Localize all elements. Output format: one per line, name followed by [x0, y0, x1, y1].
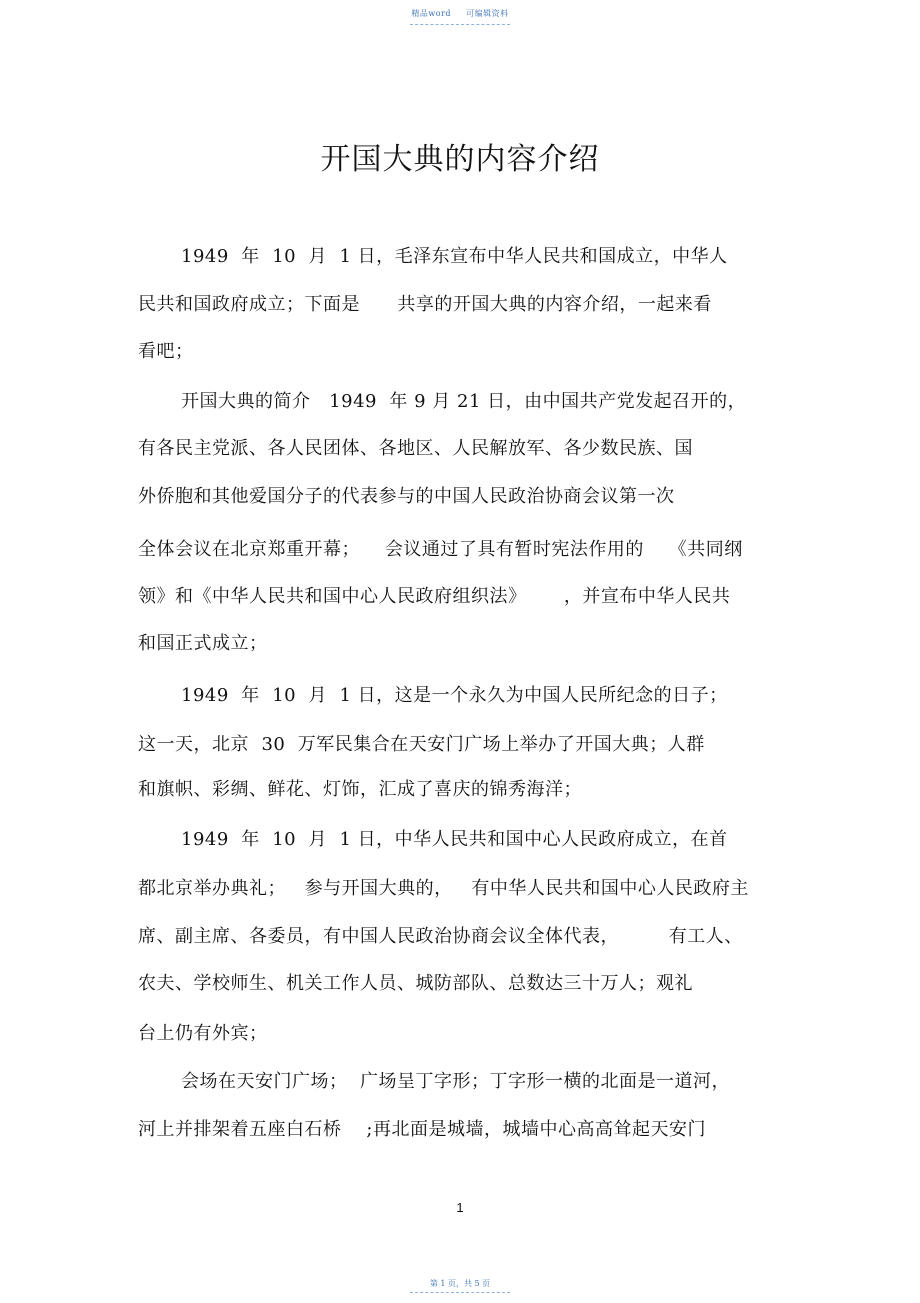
header-divider: [410, 24, 510, 25]
header-left-text: 精品word: [411, 9, 452, 18]
body-line: 外侨胞和其他爱国分子的代表参与的中国人民政治协商会议第一次: [138, 486, 675, 507]
body-line: 和国正式成立；: [138, 633, 268, 654]
body-line: 领》和《中华人民共和国中心人民政府组织法》 ，并宣布中华人民共: [138, 586, 731, 607]
document-title: 开国大典的内容介绍: [320, 142, 600, 177]
body-line: 1949 年 10 月 1 日，毛泽东宣布中华人民共和国成立，中华人: [181, 246, 728, 267]
body-line: 开国大典的简介 1949 年 9 月 21 日，由中国共产党发起召开的，: [181, 391, 747, 412]
page-number: 1: [456, 1200, 464, 1215]
body-line: 席、副主席、各委员，有中国人民政治协商会议全体代表， 有工人、: [138, 926, 743, 947]
body-line: 民共和国政府成立；下面是 共享的开国大典的内容介绍，一起来看: [138, 294, 712, 315]
footer-page-info: 第 1 页，共 5 页: [429, 1279, 491, 1288]
body-line: 1949 年 10 月 1 日，中华人民共和国中心人民政府成立，在首: [181, 829, 728, 850]
footer-divider: [410, 1292, 510, 1293]
body-line: 会场在天安门广场； 广场呈丁字形；丁字形一横的北面是一道河，: [181, 1071, 730, 1092]
body-line: 1949 年 10 月 1 日，这是一个永久为中国人民所纪念的日子；: [181, 685, 728, 706]
header-right-text: 可编辑资料: [466, 9, 509, 18]
body-line: 有各民主党派、各人民团体、各地区、人民解放军、各少数民族、国: [138, 438, 693, 459]
body-line: 农夫、学校师生、机关工作人员、城防部队、总数达三十万人；观礼: [138, 973, 693, 994]
body-line: 这一天，北京 30 万军民集合在天安门广场上举办了开国大典；人群: [138, 734, 705, 755]
body-line: 河上并排架着五座白石桥 ;再北面是城墙，城墙中心高高耸起天安门: [138, 1119, 706, 1140]
body-line: 都北京举办典礼； 参与开国大典的， 有中华人民共和国中心人民政府主: [138, 878, 749, 899]
body-line: 和旗帜、彩绸、鲜花、灯饰，汇成了喜庆的锦秀海洋；: [138, 779, 582, 800]
body-line: 台上仍有外宾；: [138, 1023, 268, 1044]
body-line: 全体会议在北京郑重开幕； 会议通过了具有暂时宪法作用的 《共同纲: [138, 539, 743, 560]
body-line: 看吧；: [138, 341, 194, 362]
header-watermark: [0, 8, 920, 19]
